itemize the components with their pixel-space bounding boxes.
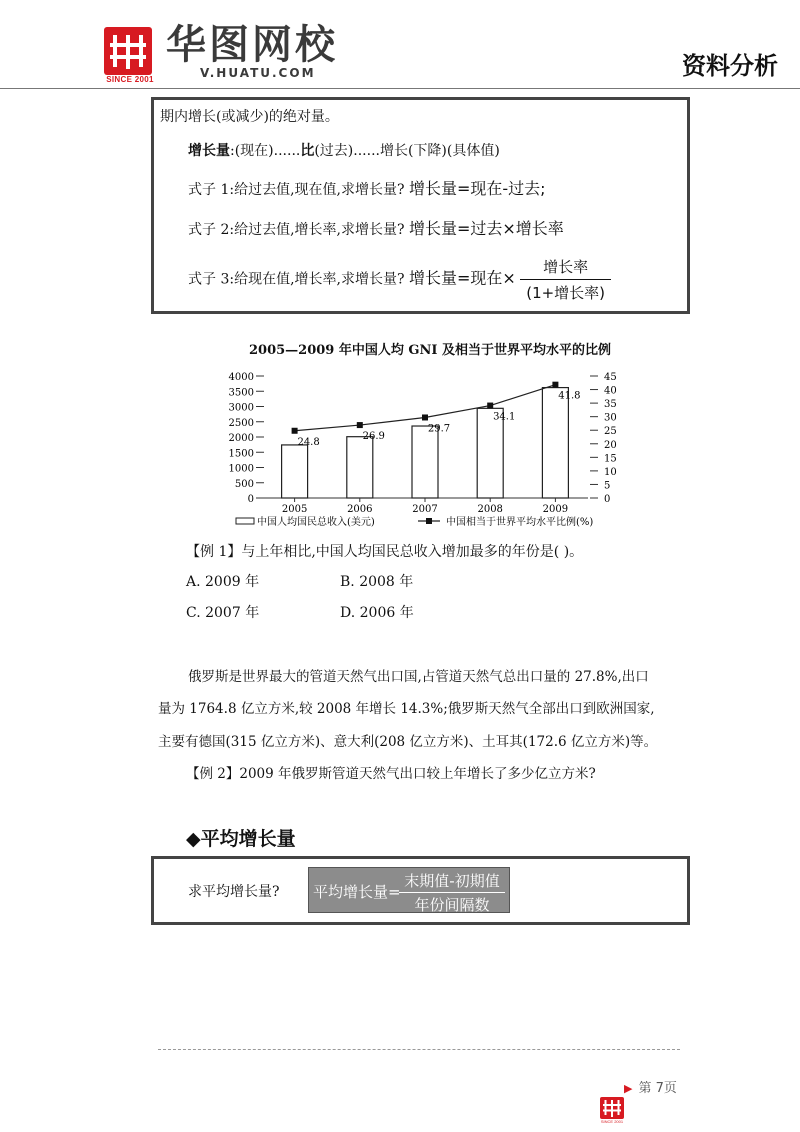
legend-line-label: 中国相当于世界平均水平比例(%) <box>446 517 594 528</box>
left-axis-tick-label: 500 <box>234 478 254 490</box>
avg-formula-denominator: 年份间隔数 <box>414 896 490 914</box>
huatu-logo-mark <box>104 27 152 75</box>
legend-bar-label: 中国人均国民总收入(美元) <box>257 517 375 528</box>
footer-logo-mark <box>600 1097 624 1119</box>
example2-question: 【例 2】2009 年俄罗斯管道天然气出口较上年增长了多少亿立方米? <box>186 766 596 782</box>
x-axis-tick-label: 2008 <box>477 504 503 515</box>
footer-logo <box>600 1097 624 1119</box>
ratio-point <box>552 382 558 388</box>
growth-formula-box <box>151 97 690 314</box>
logo-since-text: SINCE 2001 <box>106 75 154 84</box>
header-divider <box>0 88 800 89</box>
left-axis-tick-label: 2000 <box>228 433 254 444</box>
passage-line: 俄罗斯是世界最大的管道天然气出口国,占管道天然气总出口量的 27.8%,出口 <box>188 669 649 685</box>
left-axis-tick-label: 3000 <box>228 402 254 414</box>
huatu-logo <box>104 27 152 75</box>
right-axis-tick-label: 45 <box>604 372 617 383</box>
ratio-point <box>357 422 363 428</box>
ratio-line <box>295 385 556 431</box>
gni-bar <box>542 388 568 498</box>
page-number-text: 第 7页 <box>638 1081 677 1096</box>
example1-option-a: A. 2009 年 <box>186 574 260 590</box>
page-number <box>624 1077 677 1096</box>
avg-formula-lhs: 平均增长量= <box>313 883 401 901</box>
left-axis-tick-label: 0 <box>247 494 254 505</box>
formula-2 <box>188 216 564 239</box>
definition-key: 增长量 <box>188 143 230 159</box>
legend-line-marker <box>426 518 432 524</box>
legend-bar-swatch <box>236 518 254 524</box>
left-axis-tick-label: 1000 <box>228 463 254 475</box>
example1-question: 【例 1】与上年相比,中国人均国民总收入增加最多的年份是( )。 <box>186 544 584 560</box>
formula-3-expr: 增长量=现在× <box>408 268 516 288</box>
brand-url: V.HUATU.COM <box>200 66 316 80</box>
formula-intro: 期内增长(或减少)的绝对量。 <box>160 109 339 125</box>
definition-part1: :(现在)...... <box>230 143 301 159</box>
formula-1-label: 式子 1:给过去值,现在值,求增长量? <box>188 182 405 198</box>
formula-1 <box>188 176 546 199</box>
brand-name: 华图网校 <box>166 22 338 68</box>
ratio-data-label: 26.9 <box>362 431 385 443</box>
passage-line: 主要有德国(315 亿立方米)、意大利(208 亿立方米)、土耳其(172.6 亿立方米)等。 <box>158 734 658 750</box>
fraction-numerator: 增长率 <box>520 256 611 280</box>
formula-3-label: 式子 3:给现在值,增长率,求增长量? <box>188 271 405 288</box>
x-axis-tick-label: 2009 <box>542 504 569 515</box>
gni-bar <box>282 445 308 498</box>
left-axis-tick-label: 4000 <box>228 372 254 383</box>
ratio-data-label: 24.8 <box>297 436 320 448</box>
formula-3 <box>188 256 611 303</box>
gni-bar <box>347 437 373 498</box>
page-arrow-icon: ▶ <box>624 1082 633 1095</box>
formula-1-expr: 增长量=现在-过去; <box>408 179 546 198</box>
right-axis-tick-label: 5 <box>604 480 611 492</box>
right-axis-tick-label: 0 <box>604 494 611 505</box>
right-axis-tick-label: 30 <box>604 412 617 424</box>
definition-bi: 比 <box>300 143 315 159</box>
right-axis-tick-label: 15 <box>604 453 617 465</box>
ratio-point <box>487 403 493 409</box>
formula-2-label: 式子 2:给过去值,增长率,求增长量? <box>188 222 405 238</box>
ratio-data-label: 34.1 <box>493 411 516 423</box>
avg-growth-formula <box>308 867 510 913</box>
example1-option-b: B. 2008 年 <box>340 574 414 590</box>
example1-option-c: C. 2007 年 <box>186 605 260 621</box>
example1-option-d: D. 2006 年 <box>340 605 414 621</box>
chart-title: 2005—2009 年中国人均 GNI 及相当于世界平均水平的比例 <box>248 343 611 358</box>
x-axis-tick-label: 2006 <box>347 504 373 515</box>
gni-chart <box>150 360 650 532</box>
avg-growth-question: 求平均增长量? <box>188 884 280 900</box>
gni-bar <box>412 426 438 498</box>
right-axis-tick-label: 20 <box>604 439 617 451</box>
ratio-data-label: 41.8 <box>558 390 581 402</box>
growth-definition <box>188 140 500 160</box>
footer-since-text: SINCE 2001 <box>600 1119 624 1124</box>
fraction-denominator: (1+增长率) <box>526 284 606 302</box>
avg-growth-box <box>151 856 690 925</box>
definition-part2: (过去)......增长(下降)(具体值) <box>314 143 500 159</box>
right-axis-tick-label: 25 <box>604 426 617 438</box>
avg-formula-numerator: 末期值-初期值 <box>399 870 505 893</box>
left-axis-tick-label: 2500 <box>228 417 254 429</box>
section-title: 资料分析 <box>682 52 778 80</box>
x-axis-tick-label: 2007 <box>412 504 438 515</box>
x-axis-tick-label: 2005 <box>281 504 308 515</box>
left-axis-tick-label: 3500 <box>228 387 254 399</box>
right-axis-tick-label: 35 <box>604 399 617 411</box>
avg-formula-fraction <box>399 870 505 915</box>
ratio-point <box>292 428 298 434</box>
formula-2-expr: 增长量=过去×增长率 <box>408 219 564 238</box>
ratio-data-label: 29.7 <box>427 423 451 435</box>
footer-divider <box>158 1049 680 1050</box>
formula-3-fraction <box>520 256 611 303</box>
right-axis-tick-label: 10 <box>604 466 617 478</box>
avg-growth-heading: ◆平均增长量 <box>186 828 296 850</box>
ratio-point <box>422 414 428 420</box>
left-axis-tick-label: 1500 <box>228 448 254 460</box>
right-axis-tick-label: 40 <box>604 385 617 397</box>
passage-line: 量为 1764.8 亿立方米,较 2008 年增长 14.3%;俄罗斯天然气全部出口到欧洲国家, <box>158 701 655 717</box>
